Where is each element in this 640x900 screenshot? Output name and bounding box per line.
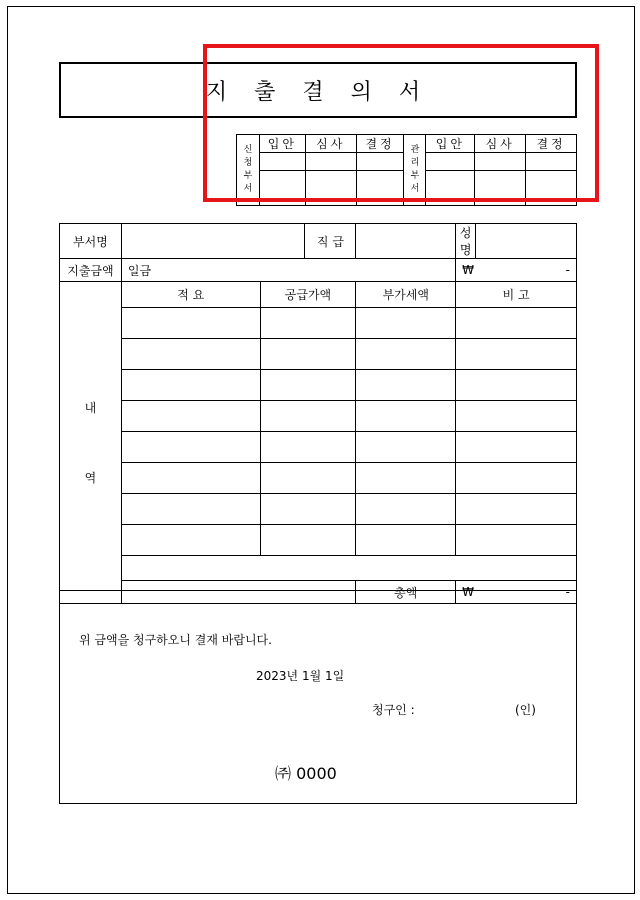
position-label: 직 급 (305, 224, 356, 259)
table-row (60, 339, 577, 370)
col-header-remarks: 비 고 (456, 282, 577, 308)
admin-draft-header: 입안 (426, 135, 475, 153)
name-label: 성 명 (456, 224, 476, 259)
claimant-label: 청구인 : (372, 703, 415, 717)
vat-cell[interactable] (356, 401, 456, 432)
supply-cell[interactable] (260, 370, 356, 401)
supply-cell[interactable] (260, 494, 356, 525)
table-row (60, 432, 577, 463)
dept-field[interactable] (121, 224, 305, 259)
request-date: 2023년 1월 1일 (256, 669, 345, 683)
expense-form (59, 223, 577, 604)
remarks-cell[interactable] (456, 308, 577, 339)
description-cell[interactable] (121, 401, 260, 432)
vat-cell[interactable] (356, 494, 456, 525)
description-cell[interactable] (121, 494, 260, 525)
table-row (60, 494, 577, 525)
company-name: ㈜ 0000 (275, 764, 337, 783)
amount-value-field[interactable] (456, 259, 577, 282)
col-header-description: 적 요 (121, 282, 260, 308)
vat-cell[interactable] (356, 339, 456, 370)
request-section (59, 590, 577, 804)
position-field[interactable] (356, 224, 456, 259)
vat-cell[interactable] (356, 463, 456, 494)
description-cell[interactable] (121, 525, 260, 556)
vat-cell[interactable] (356, 370, 456, 401)
admin-review-header: 심사 (475, 135, 526, 153)
remarks-cell[interactable] (456, 432, 577, 463)
description-cell[interactable] (121, 339, 260, 370)
remarks-cell[interactable] (456, 370, 577, 401)
won-symbol: ₩ (462, 585, 475, 599)
supply-cell[interactable] (260, 463, 356, 494)
dept-label: 부서명 (60, 224, 122, 259)
supply-cell[interactable] (260, 525, 356, 556)
remarks-cell[interactable] (456, 463, 577, 494)
description-cell[interactable] (121, 308, 260, 339)
admin-dept-label: 관 리 부 서 (404, 135, 426, 206)
total-value: - (565, 585, 570, 599)
applicant-review-header: 심사 (305, 135, 356, 153)
table-row (60, 308, 577, 339)
request-text: 위 금액을 청구하오니 결재 바랍니다. (79, 633, 272, 647)
vat-cell[interactable] (356, 308, 456, 339)
document-title: 지 출 결 의 서 (59, 62, 577, 118)
description-cell[interactable] (121, 463, 260, 494)
total-label: 총액 (356, 581, 456, 604)
amount-text-field[interactable]: 일금 (121, 259, 455, 282)
won-symbol: ₩ (462, 263, 475, 277)
description-cell[interactable] (121, 432, 260, 463)
highlight-box (203, 44, 599, 202)
admin-decision-header: 결정 (526, 135, 577, 153)
amount-value: - (565, 263, 570, 277)
applicant-decision-header: 결정 (356, 135, 404, 153)
vat-cell[interactable] (356, 525, 456, 556)
table-row (60, 370, 577, 401)
supply-cell[interactable] (260, 339, 356, 370)
description-cell[interactable] (121, 370, 260, 401)
amount-label: 지출금액 (60, 259, 122, 282)
applicant-draft-header: 입안 (259, 135, 305, 153)
applicant-dept-label: 신 청 부 서 (237, 135, 260, 206)
name-field[interactable] (476, 224, 577, 259)
seal-mark: (인) (515, 703, 536, 717)
table-row (60, 525, 577, 556)
supply-cell[interactable] (260, 401, 356, 432)
blank-row[interactable] (121, 556, 576, 581)
supply-cell[interactable] (260, 308, 356, 339)
vat-cell[interactable] (356, 432, 456, 463)
col-header-supply-value: 공급가액 (260, 282, 356, 308)
remarks-cell[interactable] (456, 401, 577, 432)
supply-cell[interactable] (260, 432, 356, 463)
details-label: 내 역 (60, 282, 122, 604)
table-row (60, 401, 577, 432)
col-header-vat: 부가세액 (356, 282, 456, 308)
remarks-cell[interactable] (456, 525, 577, 556)
remarks-cell[interactable] (456, 494, 577, 525)
table-row (60, 463, 577, 494)
remarks-cell[interactable] (456, 339, 577, 370)
